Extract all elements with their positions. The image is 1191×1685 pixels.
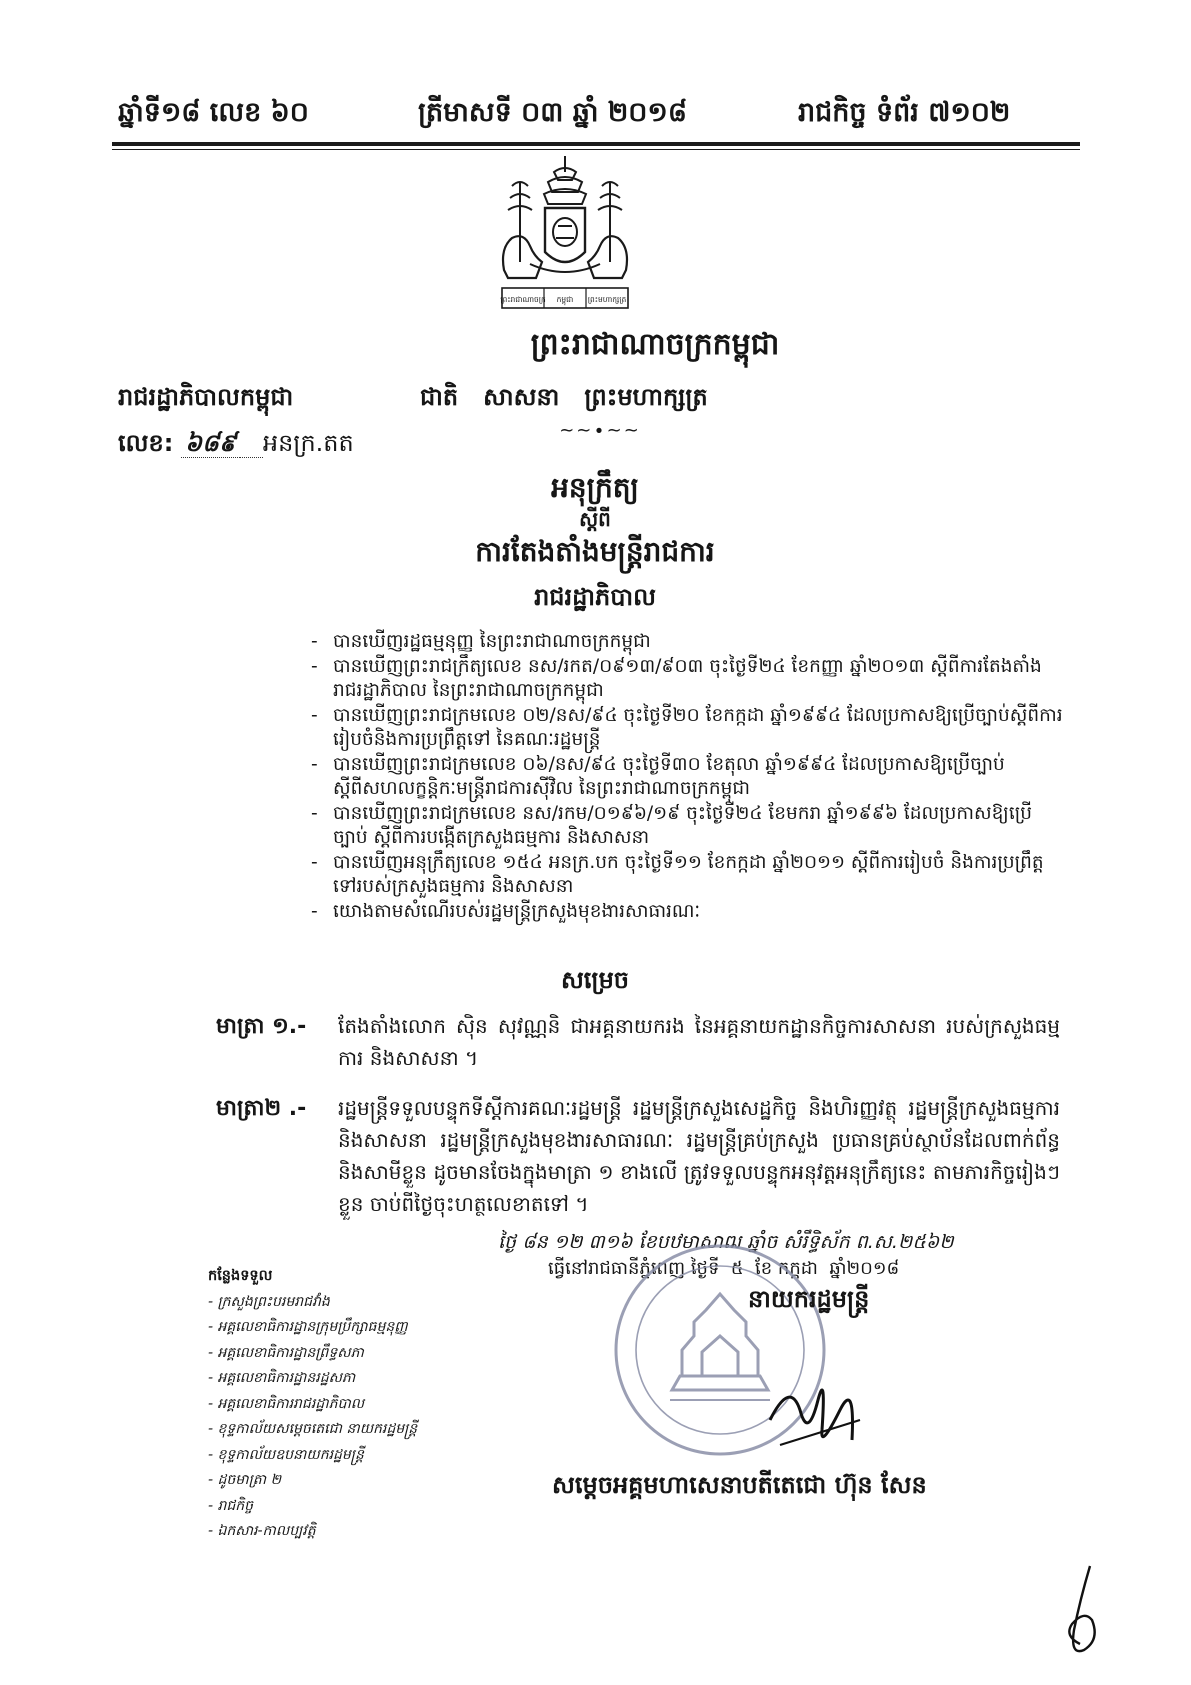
reference-number [118,428,354,463]
recipient-item: - ដូចមាត្រា ២ [208,1472,282,1488]
header-rule-thin [112,149,1080,150]
royal-coat-of-arms-icon [490,152,640,314]
recipient-item: - ខុទ្ទកាល័យឧបនាយករដ្ឋមន្ត្រី [208,1446,364,1463]
signer-title: នាយករដ្ឋមន្ត្រី [748,1285,870,1313]
lunar-date: ថ្ងៃ ៨ន ១២ ៣១៦ ខែបឋមាសាឍ ឆ្នាំច សំរឹទ្ធិស័ក ព.ស.២៥៦២ [498,1231,954,1253]
kingdom-title: ព្រះរាជាណាចក្រកម្ពុជា [530,327,780,362]
preamble-list [311,630,1063,924]
gazette-page: រាជកិច្ច ទំព័រ ៧១០២ [798,97,1011,128]
document-about: ស្តីពី [579,507,611,531]
recipients-block [208,1264,458,1545]
signature-icon [760,1350,880,1460]
gazette-date: ត្រីមាសទី ០៣ ឆ្នាំ ២០១៨ [418,97,687,128]
issuing-body: រាជរដ្ឋាភិបាល [534,583,656,611]
article-2-label: មាត្រា២ .- [216,1096,307,1121]
recipient-item: - អគ្គលេខាធិការដ្ឋានរដ្ឋសភា [208,1370,356,1386]
issuer-name: រាជរដ្ឋាភិបាលកម្ពុជា [118,383,294,411]
recipient-item: - ខុទ្ទកាល័យសម្តេចតេជោ នាយករដ្ឋមន្ត្រី [208,1421,418,1437]
signer-name: សម្តេចអគ្គមហាសេនាបតីតេជោ ហ៊ុន សែន [552,1471,927,1499]
recipient-item: - អគ្គលេខាធិការដ្ឋានព្រឹទ្ធសភា [208,1344,364,1361]
preamble-item: - បានឃើញរដ្ឋធម្មនុញ្ញ នៃព្រះរាជាណាចក្រកម្ពុជា [311,630,1063,655]
article-1-body: តែងតាំងលោក ស៊ិន សុវណ្ណនិ ជាអគ្គនាយករង នៃអគ្គនាយកដ្ឋានកិច្ចការសាសនា របស់ក្រសួងធម្មការ និងសាសនា ។ [338,1014,1060,1070]
recipient-item: - អគ្គលេខាធិការរាជរដ្ឋាភិបាល [208,1395,365,1412]
article-2-body: រដ្ឋមន្ត្រីទទួលបន្ទុកទីស្តីការគណៈរដ្ឋមន្ត្រី រដ្ឋមន្ត្រីក្រសួងសេដ្ឋកិច្ច និងហិរញ្ញវត្ថុ រដ្ឋមន្ត្រីក្រសួងធម្មការ និងសាសនា រដ្ឋមន្ត្រីក្រសួងមុខងារសាធារណៈ រដ្ឋមន្ត្រីគ្រប់ក្រសួង ប្រធានគ្រប់ស្ថាប័នដែលពាក់ព័ន្ធ និងសាមីខ្លួន ដូចមានចែងក្នុងមាត្រា ១ ខាងលើ ត្រូវទទួលបន្ទុកអនុវត្តអនុក្រឹត្យនេះ តាមភារកិច្ចរៀងៗខ្លួន ចាប់ពីថ្ងៃចុះហត្ថលេខាតទៅ ។ [338,1096,1060,1216]
preamble-item: - បានឃើញព្រះរាជក្រមលេខ ០២/នស/៩៤ ចុះថ្ងៃទី២០ ខែកក្កដា ឆ្នាំ១៩៩៤ ដែលប្រកាសឱ្យប្រើច្បាប់ស្តីពីការរៀបចំនិងការប្រព្រឹត្តទៅ នៃគណៈរដ្ឋមន្ត្រី [311,704,1063,753]
motto-ornament: ~~∙~~ [559,420,641,441]
preamble-item: - បានឃើញព្រះរាជក្រមលេខ នស/រកម/០១៩៦/១៩ ចុះថ្ងៃទី២៤ ខែមករា ឆ្នាំ១៩៩៦ ដែលប្រកាសឱ្យប្រើច្បាប់ ស្តីពីការបង្កើតក្រសួងធម្មការ និងសាសនា [311,802,1063,851]
preamble-item: - បានឃើញអនុក្រឹត្យលេខ ១៥៤ អនក្រ.បក ចុះថ្ងៃទី១១ ខែកក្កដា ឆ្នាំ២០១១ ស្តីពីការរៀបចំ និងការប្រព្រឹត្តទៅរបស់ក្រសួងធម្មការ និងសាសនា [311,851,1063,900]
header-rule [112,142,1080,146]
recipient-item: - ក្រសួងព្រះបរមរាជវាំង [208,1293,330,1310]
initial-signature-icon [1050,1560,1120,1670]
document-subject: ការតែងតាំងមន្ត្រីរាជការ [475,535,715,568]
reference-handwritten-number: ៦៨៩ [181,429,240,458]
reference-suffix: អនក្រ.តត [262,429,354,457]
recipient-item: - ឯកសារ-កាលប្បវត្តិ [208,1523,316,1539]
emblem-ribbon-left: ព្រះរាជាណាចក្រ [500,295,546,304]
emblem-ribbon-center: កម្ពុជា [556,295,574,304]
preamble-item: - បានឃើញព្រះរាជក្រមលេខ ០៦/នស/៩៤ ចុះថ្ងៃទី៣០ ខែតុលា ឆ្នាំ១៩៩៤ ដែលប្រកាសឱ្យប្រើច្បាប់ស្តីពីសហលក្ខន្តិកៈមន្ត្រីរាជការស៊ីវិល នៃព្រះរាជាណាចក្រកម្ពុជា [311,753,1063,802]
decision-heading: សម្រេច [560,966,630,994]
emblem-ribbon-right: ព្រះមហាក្សត្រ [587,295,627,304]
reference-label: លេខ: [118,429,174,457]
preamble-item: - បានឃើញព្រះរាជក្រឹត្យលេខ នស/រកត/០៩១៣/៩០៣ ចុះថ្ងៃទី២៤ ខែកញ្ញា ឆ្នាំ២០១៣ ស្តីពីការតែងតាំងរាជរដ្ឋាភិបាល នៃព្រះរាជាណាចក្រកម្ពុជា [311,655,1063,704]
recipients-title: កន្លែងទទួល [208,1268,273,1284]
place-date: ធ្វើនៅរាជធានីភ្នំពេញ ថ្ងៃទី ៥ ខែ កក្កដា ឆ្នាំ២០១៨ [548,1258,900,1279]
recipient-item: - អគ្គលេខាធិការដ្ឋានក្រុមប្រឹក្សាធម្មនុញ្ញ [208,1319,408,1335]
recipient-item: - រាជកិច្ច [208,1497,254,1514]
gazette-year-issue: ឆ្នាំទី១៨ លេខ ៦០ [118,97,309,128]
document-type: អនុក្រឹត្យ [551,471,639,504]
national-motto: ជាតិ សាសនា ព្រះមហាក្សត្រ [420,383,708,411]
preamble-item: - យោងតាមសំណើរបស់រដ្ឋមន្ត្រីក្រសួងមុខងារសាធារណៈ [311,900,1063,925]
article-1-label: មាត្រា ១.- [216,1014,307,1039]
